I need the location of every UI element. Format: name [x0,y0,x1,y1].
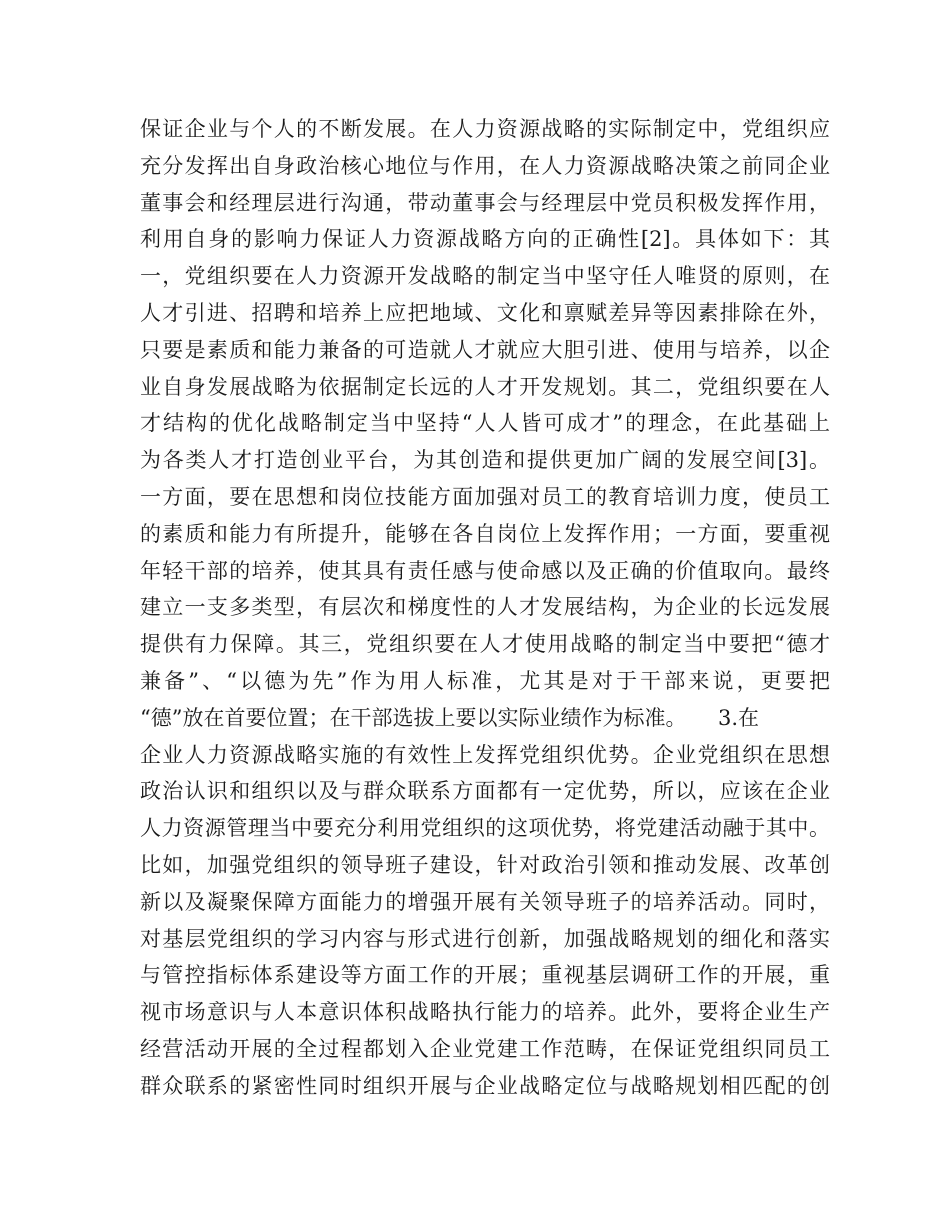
text-line: 群众联系的紧密性同时组织开展与企业战略定位与战略规划相匹配的创 [140,1073,830,1098]
text-line: 一方面，要在思想和岗位技能方面加强对员工的教育培训力度，使员工 [140,484,830,509]
text-line: 视市场意识与人本意识体积战略执行能力的培养。此外，要将企业生产 [140,1000,830,1025]
text-line: 为各类人才打造创业平台，为其创造和提供更加广阔的发展空间[3]。 [140,448,830,473]
text-line: 年轻干部的培养，使其具有责任感与使命感以及正确的价值取向。最终 [140,558,830,583]
text-line: 一，党组织要在人力资源开发战略的制定当中坚守任人唯贤的原则，在 [140,264,830,289]
text-line: 提供有力保障。其三，党组织要在人才使用战略的制定当中要把“德才 [140,632,830,657]
text-line: 政治认识和组织以及与群众联系方面都有一定优势，所以，应该在企业 [140,779,830,804]
text-line: 的素质和能力有所提升，能够在各自岗位上发挥作用；一方面，要重视 [140,521,830,546]
text-line: 比如，加强党组织的领导班子建设，针对政治引领和推动发展、改革创 [140,852,830,877]
text-line: 新以及凝聚保障方面能力的增强开展有关领导班子的培养活动。同时， [140,889,830,914]
text-line: 建立一支多类型，有层次和梯度性的人才发展结构，为企业的长远发展 [140,595,830,620]
text-line: 利用自身的影响力保证人力资源战略方向的正确性[2]。具体如下：其 [140,227,830,252]
text-line: “德”放在首要位置；在干部选拔上要以实际业绩作为标准。 3.在 [140,705,760,730]
text-line: 人力资源管理当中要充分利用党组织的这项优势，将党建活动融于其中。 [140,816,830,841]
text-line: 业自身发展战略为依据制定长远的人才开发规划。其二，党组织要在人 [140,374,830,399]
body-text [140,111,830,1105]
text-line: 只要是素质和能力兼备的可造就人才就应大胆引进、使用与培养，以企 [140,337,830,362]
text-line: 董事会和经理层进行沟通，带动董事会与经理层中党员积极发挥作用， [140,190,830,215]
text-line: 企业人力资源战略实施的有效性上发挥党组织优势。企业党组织在思想 [140,742,830,767]
text-line: 与管控指标体系建设等方面工作的开展；重视基层调研工作的开展，重 [140,963,830,988]
text-line: 经营活动开展的全过程都划入企业党建工作范畴，在保证党组织同员工 [140,1036,830,1061]
text-line: 保证企业与个人的不断发展。在人力资源战略的实际制定中，党组织应 [140,117,830,141]
text-line: 对基层党组织的学习内容与形式进行创新，加强战略规划的细化和落实 [140,926,830,951]
text-line: 充分发挥出自身政治核心地位与作用，在人力资源战略决策之前同企业 [140,153,830,178]
text-line: 才结构的优化战略制定当中坚持“人人皆可成才”的理念，在此基础上 [140,411,830,436]
text-line: 兼备”、“以德为先”作为用人标准，尤其是对于干部来说，更要把 [140,668,830,693]
text-line: 人才引进、招聘和培养上应把地域、文化和禀赋差异等因素排除在外， [140,300,830,325]
